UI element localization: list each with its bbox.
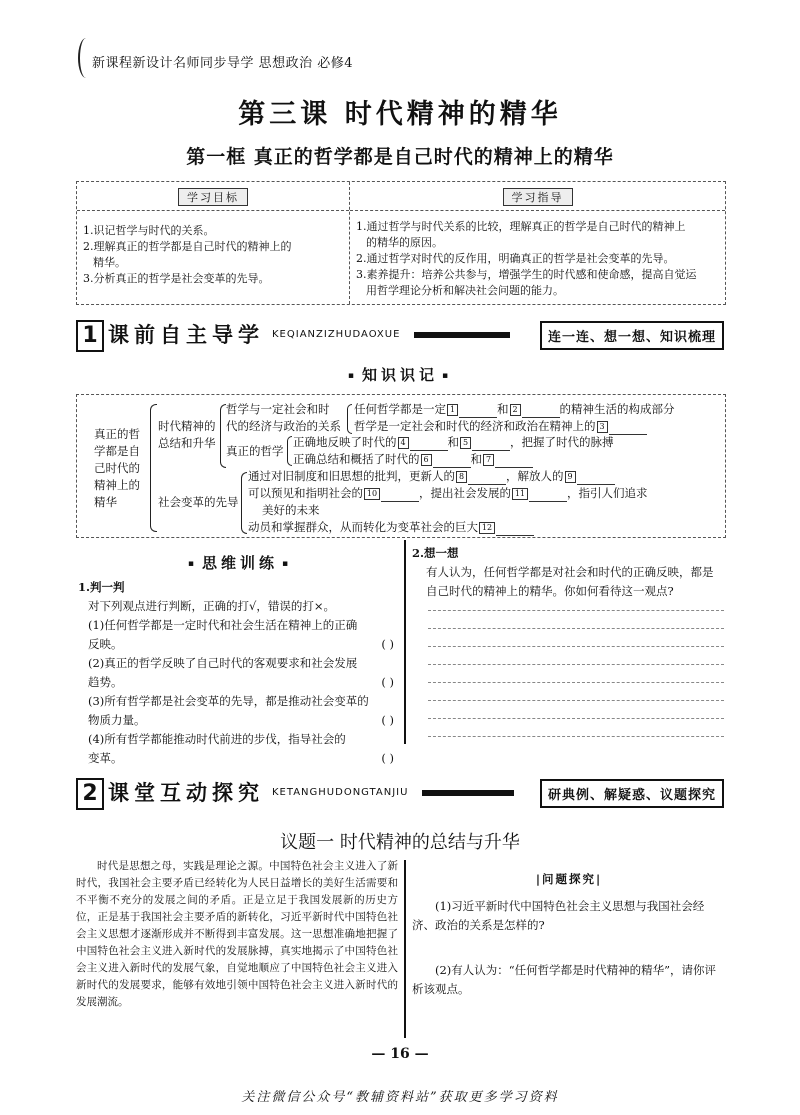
b1b-label: 真正的哲学 — [226, 444, 284, 458]
objectives-tag: 学习目标 — [178, 188, 248, 206]
objective-item: 3.分析真正的哲学是社会变革的先导。 — [83, 272, 270, 285]
guidance-item: 3.素养提升：培养公共参与，增强学生的时代感和使命感，提高自觉运 — [356, 268, 697, 281]
answer-line[interactable] — [428, 628, 724, 629]
footer-note: 关注微信公众号“教辅资料站”获取更多学习资料 — [241, 1090, 559, 1105]
b1a2: 哲学是一定社会和时代的经济和政治在精神上的 3 — [354, 418, 647, 435]
objective-item: 2.理解真正的哲学都是自己时代的精神上的 — [83, 240, 292, 253]
knowledge-heading: ▪ 知识识记 ▪ — [347, 366, 453, 384]
judge-item-line: 反映。 ( ) — [78, 635, 394, 654]
objectives-box — [76, 181, 726, 305]
section2-tagline: 研典例、解疑惑、议题探究 — [540, 779, 724, 808]
b2-3: 美好的未来 — [262, 503, 320, 517]
think-text: 自己时代的精神上的精华。你如何看待这一观点? — [426, 584, 674, 598]
root-brace — [150, 404, 157, 532]
section2-bar — [422, 790, 514, 796]
frame-title: 第一框 真正的哲学都是自己时代的精神上的精华 — [186, 146, 614, 168]
judge-item-line: 趋势。 ( ) — [78, 673, 394, 692]
branch1-label: 时代精神的 总结和升华 — [158, 419, 216, 450]
objective-item: 1.识记哲学与时代的关系。 — [83, 224, 215, 237]
b1b1: 正确地反映了时代的 4 和 5 ，把握了时代的脉搏 — [293, 435, 614, 449]
section2-pinyin: KETANGHUDONGTANJIU — [272, 787, 409, 798]
judge-section — [78, 578, 394, 768]
section1-title: 课前自主导学 — [108, 322, 264, 347]
b2-2: 可以预见和指明社会的 10 ，提出社会发展的 11 ，指引人们追求 — [248, 486, 648, 500]
section1-header — [76, 320, 724, 350]
topic-passage: 时代是思想之母，实践是理论之源。中国特色社会主义进入了新时代，我国社会主要矛盾已经转化为人民日益增长的美好生活需要和不平衡不充分的发展之间的矛盾。正是立足于我国发展新的历史方位，正是基于我国社会主要矛盾的新转化，习近平新时代中国特色社会主义思想才逐渐形成并不断得到丰富发展。这一思想准确地把握了中国特色社会主义进入新时代的发展脉搏，真实地揭示了中国特色社会主义进入新时代的发展气象，自觉地顺应了中国特色社会主义进入新时代的发展要求，能够有效地引领中国特色社会主义进入新时代的发展潮流。 — [76, 860, 398, 1008]
probe-question: (1)习近平新时代中国特色社会主义思想与我国社会经济、政治的关系是怎样的? — [412, 899, 705, 932]
objective-item: 精华。 — [93, 256, 126, 269]
b1a1: 任何哲学都是一定 1 和 2 的精神生活的构成部分 — [354, 402, 675, 416]
section2-header — [76, 778, 724, 808]
judge-intro: 对下列观点进行判断，正确的打√，错误的打×。 — [88, 599, 335, 613]
training-heading-text: 思维训练 — [201, 554, 278, 572]
knowledge-heading-text: 知识识记 — [361, 366, 438, 384]
column-divider — [404, 540, 406, 744]
b1a-label: 哲学与一定社会和时 代的经济与政治的关系 — [226, 402, 341, 433]
guidance-item: 的精华的原因。 — [366, 236, 443, 249]
branch2-label: 社会变革的先导 — [158, 495, 239, 509]
probe-tag-wrap: |问题探究| — [535, 872, 601, 886]
think-text: 有人认为，任何哲学都是对社会和时代的正确反映，都是 — [426, 565, 714, 579]
answer-paren[interactable]: ( ) — [381, 713, 394, 727]
training-heading: ▪ 思维训练 ▪ — [187, 554, 293, 572]
guidance-tag: 学习指导 — [503, 188, 573, 206]
b1b-brace — [287, 436, 292, 466]
think-title: 2.想一想 — [412, 546, 459, 560]
lesson-title: 第三课 时代精神的精华 — [238, 99, 562, 130]
answer-line[interactable] — [428, 646, 724, 647]
running-header: 新课程新设计名师同步导学 思想政治 必修4 — [92, 56, 354, 71]
answer-paren[interactable]: ( ) — [381, 675, 394, 689]
section2-title: 课堂互动探究 — [108, 780, 264, 805]
objectives-list — [77, 211, 349, 299]
judge-item: (3)所有哲学都是社会变革的先导，都是推动社会变革的 — [88, 694, 369, 708]
section2-number: 2 — [76, 778, 104, 810]
section1-tagline: 连一连、想一想、知识梳理 — [540, 321, 724, 350]
answer-paren[interactable]: ( ) — [381, 751, 394, 765]
probe-section — [412, 870, 724, 999]
judge-item-line: 物质力量。 ( ) — [78, 711, 394, 730]
judge-title: 1.判一判 — [78, 580, 125, 594]
answer-line[interactable] — [428, 610, 724, 611]
answer-line[interactable] — [428, 718, 724, 719]
answer-paren[interactable]: ( ) — [381, 637, 394, 651]
section1-pinyin: KEQIANZIZHUDAOXUE — [272, 329, 401, 340]
topic-title: 议题一 时代精神的总结与升华 — [280, 832, 520, 853]
b1a-brace — [347, 404, 352, 434]
guidance-list — [350, 211, 725, 307]
column-divider — [404, 860, 406, 1038]
think-section — [412, 544, 724, 601]
answer-line[interactable] — [428, 664, 724, 665]
probe-tag: 问题探究 — [542, 872, 596, 886]
b1b2: 正确总结和概括了时代的 6 和 7 — [293, 451, 533, 468]
branch2-brace — [241, 472, 247, 534]
section1-number: 1 — [76, 320, 104, 352]
guidance-item: 2.通过哲学对时代的反作用，明确真正的哲学是社会变革的先导。 — [356, 252, 675, 265]
judge-item-line: 变革。 ( ) — [78, 749, 394, 768]
guidance-item: 1.通过哲学与时代关系的比较，理解真正的哲学是自己时代的精神上 — [356, 220, 686, 233]
guidance-item: 用哲学理论分析和解决社会问题的能力。 — [366, 284, 564, 297]
answer-line[interactable] — [428, 700, 724, 701]
b2-1: 通过对旧制度和旧思想的批判，更新人的 8 ，解放人的 9 — [248, 468, 615, 485]
judge-item: (1)任何哲学都是一定时代和社会生活在精神上的正确 — [88, 618, 358, 632]
section1-bar — [414, 332, 510, 338]
knowledge-root: 真正的哲 学都是自 己时代的 精神上的 精华 — [94, 427, 140, 509]
answer-line[interactable] — [428, 736, 724, 737]
probe-question: (2)有人认为：“任何哲学都是时代精神的精华”，请你评析该观点。 — [412, 963, 717, 996]
answer-line[interactable] — [428, 682, 724, 683]
judge-item: (4)所有哲学都能推动时代前进的步伐，指导社会的 — [88, 732, 346, 746]
page-number: — 16 — — [371, 1046, 429, 1062]
b2-4: 动员和掌握群众，从而转化为变革社会的巨大 12 — [248, 519, 534, 536]
judge-item: (2)真正的哲学反映了自己时代的客观要求和社会发展 — [88, 656, 358, 670]
